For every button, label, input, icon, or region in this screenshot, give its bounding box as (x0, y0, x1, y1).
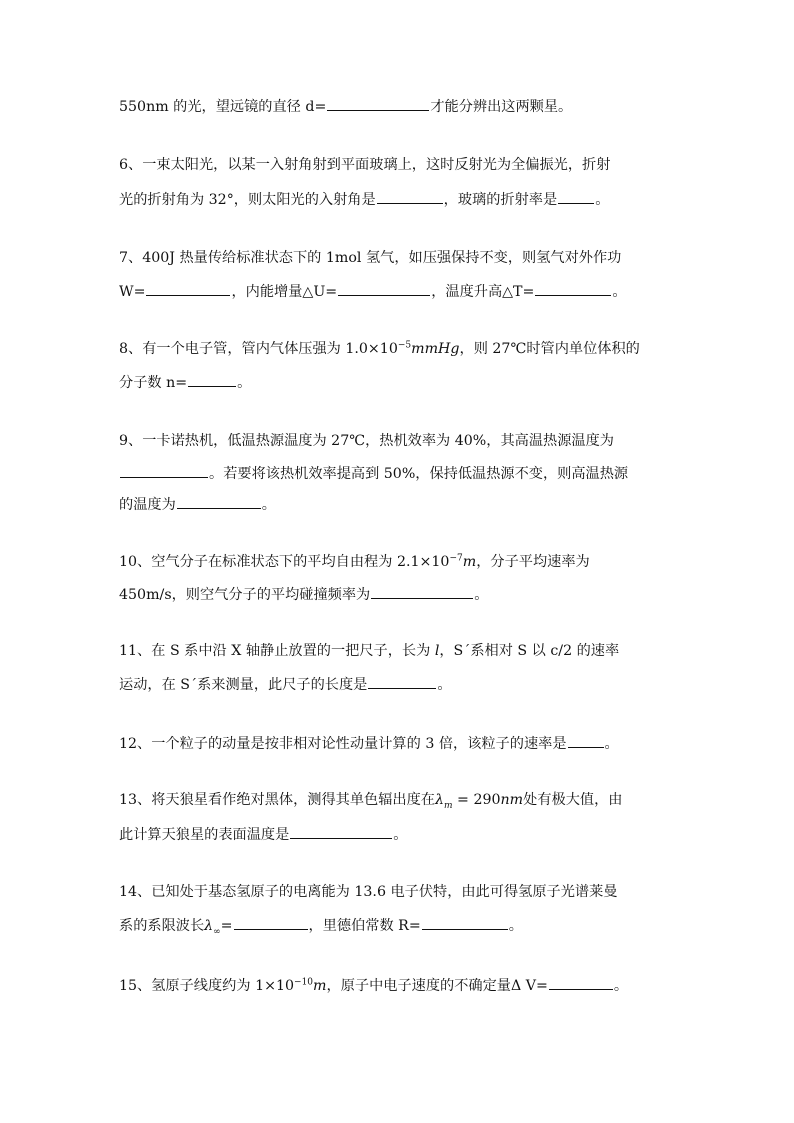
question-text: 。 (595, 192, 610, 208)
question-text: 。 (393, 827, 408, 843)
question-text: 。 (437, 677, 452, 693)
exponent: −5 (397, 340, 412, 351)
length-symbol: l (434, 643, 440, 659)
answer-blank[interactable] (535, 281, 611, 296)
question-6-line-1 (119, 155, 689, 175)
question-text: ，温度升高△T= (431, 284, 535, 300)
question-text: 光的折射角为 32°，则太阳光的入射角是 (119, 192, 376, 208)
question-text: 。 (237, 375, 252, 391)
answer-blank[interactable] (549, 975, 613, 990)
question-14-line-2 (119, 915, 689, 936)
subscript: ∞ (213, 926, 221, 937)
wavelength-symbol: λ (204, 918, 214, 934)
answer-blank[interactable] (422, 915, 508, 930)
question-text: 。 (474, 587, 489, 603)
question-text: 分子数 n= (119, 375, 188, 391)
unit: m (313, 978, 327, 994)
question-text: 14、已知处于基态氢原子的电离能为 13.6 电子伏特，由此可得氢原子光谱莱曼 (119, 884, 618, 900)
question-text: ，分子平均速率为 (476, 554, 590, 570)
question-text: 10、空气分子在标准状态下的平均自由程为 2.1×10 (119, 554, 450, 570)
question-text: 9、一卡诺热机，低温热源温度为 27℃，热机效率为 40%，其高温热源温度为 (119, 433, 614, 449)
exponent: −7 (449, 553, 463, 564)
question-text: 11、在 S 系中沿 X 轴静止放置的一把尺子，长为 (119, 643, 431, 659)
exponent: −10 (294, 977, 314, 988)
unit: nm (500, 792, 524, 808)
question-text: 。若要将该热机效率提高到 50%，保持低温热源不变，则高温热源 (209, 466, 629, 482)
question-10-line-1 (119, 552, 689, 572)
question-text: 6、一束太阳光，以某一入射角射到平面玻璃上，这时反射光为全偏振光，折射 (119, 157, 611, 173)
question-13-line-2 (119, 824, 689, 845)
question-9-line-1 (119, 431, 689, 451)
question-text: 8、有一个电子管，管内气体压强为 1.0×10 (119, 341, 398, 357)
question-text: 系的系限波长 (119, 918, 205, 934)
wavelength-symbol: λ (435, 792, 444, 808)
question-text: W= (119, 284, 146, 300)
answer-blank[interactable] (188, 372, 236, 387)
question-9-line-2 (119, 463, 689, 484)
answer-blank[interactable] (558, 189, 594, 204)
answer-blank[interactable] (290, 824, 392, 839)
answer-blank[interactable] (368, 674, 436, 689)
question-5-continuation (119, 96, 689, 117)
question-text: 12、一个粒子的动量是按非相对论性动量计算的 3 倍，该粒子的速率是 (119, 736, 567, 752)
question-text: 15、氢原子线度约为 1×10 (119, 978, 295, 994)
math-value: = (220, 918, 233, 934)
question-text: 13、将天狼星看作绝对黑体，测得其单色辐出度在 (119, 792, 435, 808)
question-15-line-1 (119, 975, 689, 996)
question-10-line-2 (119, 584, 689, 605)
question-text: ，里德伯常数 R= (308, 918, 421, 934)
question-11-line-2 (119, 674, 689, 695)
question-8-line-1 (119, 339, 689, 359)
question-text: 的温度为 (119, 497, 176, 513)
question-13-line-1 (119, 790, 689, 810)
question-text: 处有极大值，由 (523, 792, 623, 808)
question-11-line-1 (119, 641, 689, 661)
math-value: = 290 (452, 792, 501, 808)
question-text: 。 (612, 284, 627, 300)
question-text: 。 (613, 978, 629, 994)
question-9-line-3 (119, 494, 689, 515)
answer-blank[interactable] (568, 733, 604, 748)
question-text: ，玻璃的折射率是 (443, 192, 558, 208)
question-text: 。 (604, 736, 619, 752)
question-text: ，内能增量△U= (231, 284, 338, 300)
question-6-line-2 (119, 189, 689, 210)
answer-blank[interactable] (120, 463, 208, 478)
question-7-line-1 (119, 248, 689, 268)
subscript: m (444, 800, 453, 811)
question-text: 。 (508, 918, 523, 934)
answer-blank[interactable] (327, 96, 429, 111)
question-text: ，原子中电子速度的不确定量Δ V= (326, 978, 548, 994)
answer-blank[interactable] (338, 281, 430, 296)
question-text: 7、400J 热量传给标准状态下的 1mol 氢气，如压强保持不变，则氢气对外作功 (119, 250, 622, 266)
question-text: ，则 27℃时管内单位体积的 (459, 341, 640, 357)
question-text: 450m/s，则空气分子的平均碰撞频率为 (119, 587, 371, 603)
answer-blank[interactable] (371, 584, 473, 599)
question-text: 550nm 的光，望远镜的直径 d= (119, 99, 327, 115)
answer-blank[interactable] (177, 494, 261, 509)
question-14-line-1 (119, 882, 689, 902)
question-8-line-2 (119, 372, 689, 393)
question-12-line-1 (119, 733, 689, 754)
unit: mmHg (411, 341, 460, 357)
answer-blank[interactable] (234, 915, 308, 930)
question-text: 运动，在 S´系来测量，此尺子的长度是 (119, 677, 368, 693)
question-text: 才能分辨出这两颗星。 (430, 99, 573, 115)
question-7-line-2 (119, 281, 689, 302)
question-text: 此计算天狼星的表面温度是 (119, 827, 290, 843)
answer-blank[interactable] (377, 189, 443, 204)
question-text: ，S´系相对 S 以 c/2 的速率 (439, 643, 620, 659)
answer-blank[interactable] (146, 281, 230, 296)
unit: m (462, 554, 477, 570)
question-text: 。 (261, 497, 276, 513)
